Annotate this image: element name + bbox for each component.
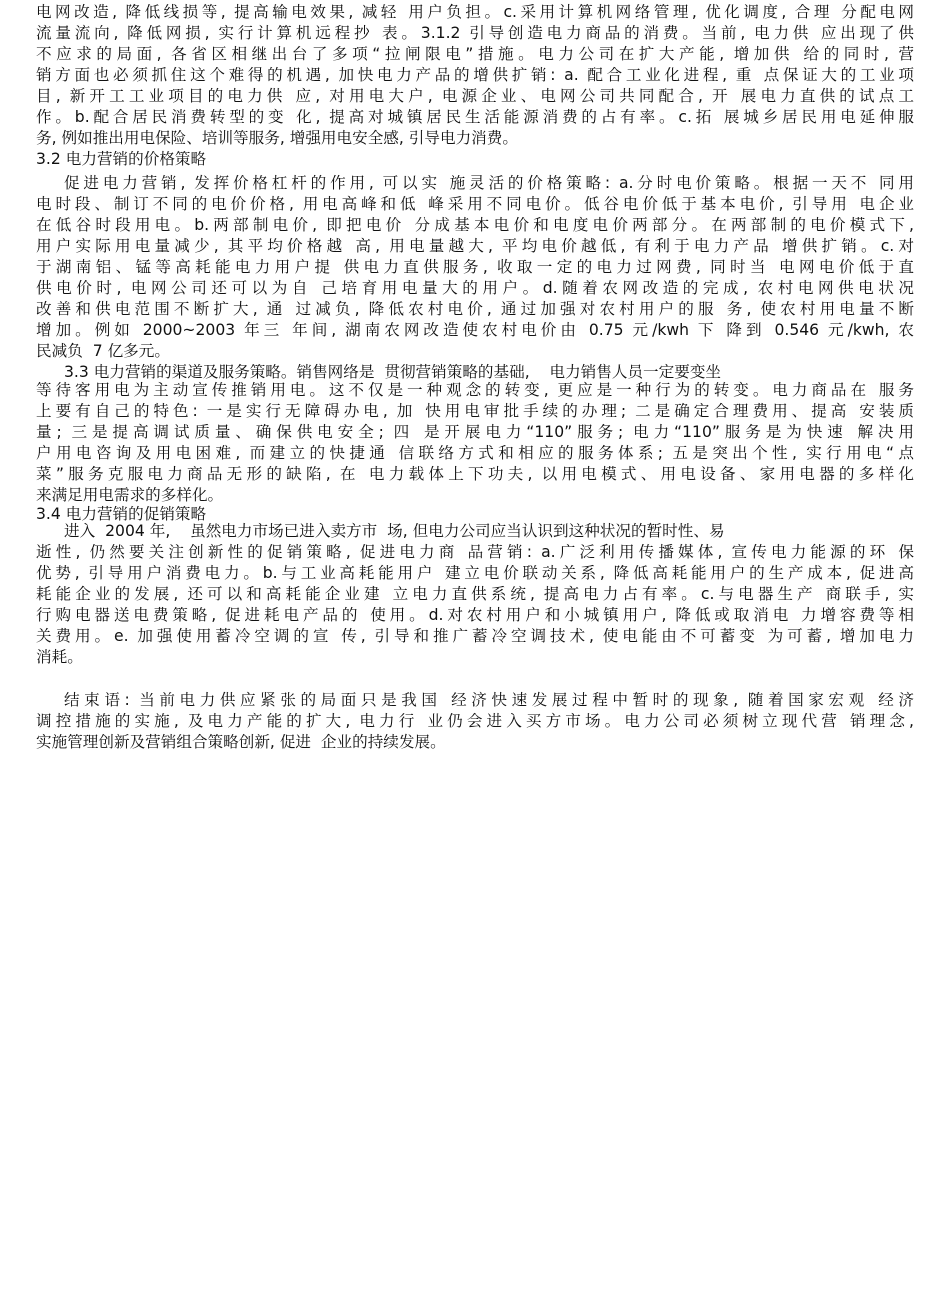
paragraph-line: 用户实际用电量减少, 其平均价格越 高, 用电量越大, 平均电价越低, 有利于电力产品 增供扩销。c.对 [36, 237, 914, 255]
paragraph-line: 量; 三是提高调试质量、确保供电安全; 四 是开展电力“110”服务; 电力“110”服务是为快速 解决用 [36, 423, 914, 441]
paragraph-line: 务, 例如推出用电保险、培训等服务, 增强用电安全感, 引导电力消费。 [36, 129, 518, 147]
section-heading: 3.4 电力营销的促销策略 [36, 505, 207, 523]
paragraph-line: 消耗。 [36, 648, 83, 666]
paragraph-line: 作。b.配合居民消费转型的变 化, 提高对城镇居民生活能源消费的占有率。c.拓 展城乡居民用电延伸服 [36, 108, 914, 126]
conclusion-line: 结束语: 当前电力供应紧张的局面只是我国 经济快速发展过程中暂时的现象, 随着国家宏观 经济 [64, 691, 914, 709]
paragraph-line: 电网改造, 降低线损等, 提高输电效果, 减轻 用户负担。c.采用计算机网络管理, 优化调度, 合理 分配电网 [36, 3, 914, 21]
paragraph-line: 逝性, 仍然要关注创新性的促销策略, 促进电力商 品营销: a.广泛利用传播媒体, 宣传电力能源的环 保 [36, 543, 914, 561]
paragraph-line: 耗能企业的发展, 还可以和高耗能企业建 立电力直供系统, 提高电力占有率。c.与电器生产 商联手, 实 [36, 585, 914, 603]
paragraph-line: 销方面也必须抓住这个难得的机遇, 加快电力产品的增供扩销: a. 配合工业化进程, 重 点保证大的工业项 [36, 66, 914, 84]
conclusion-line: 实施管理创新及营销组合策略创新, 促进 企业的持续发展。 [36, 733, 446, 751]
paragraph-line: 来满足用电需求的多样化。 [36, 486, 224, 504]
paragraph-line: 进入 2004 年, 虽然电力市场已进入卖方市 场, 但电力公司应当认识到这种状况的暂时性、易 [64, 522, 725, 540]
section-heading: 3.2 电力营销的价格策略 [36, 150, 207, 168]
paragraph-line: 电时段、制订不同的电价价格, 用电高峰和低 峰采用不同电价。低谷电价低于基本电价, 引导用 电企业 [36, 195, 914, 213]
paragraph-line: 不应求的局面, 各省区相继出台了多项“拉闸限电”措施。电力公司在扩大产能, 增加供 给的同时, 营 [36, 45, 914, 63]
section-heading-line: 3.3 电力营销的渠道及服务策略。销售网络是 贯彻营销策略的基础, 电力销售人员一定要变坐 [64, 363, 722, 381]
paragraph-line: 上要有自己的特色: 一是实行无障碍办电, 加 快用电审批手续的办理; 二是确定合理费用、提高 安装质 [36, 402, 914, 420]
paragraph-line: 等待客用电为主动宣传推销用电。这不仅是一种观念的转变, 更应是一种行为的转变。电力商品在 服务 [36, 381, 914, 399]
paragraph-line: 增加。例如 2000~2003 年三 年间, 湖南农网改造使农村电价由 0.75 元/kwh 下 降到 0.546 元/kwh, 农 [36, 321, 914, 339]
paragraph-line: 目, 新开工工业项目的电力供 应, 对用电大户, 电源企业、电网公司共同配合, 开 展电力直供的试点工 [36, 87, 914, 105]
paragraph-line: 行购电器送电费策略, 促进耗电产品的 使用。d.对农村用户和小城镇用户, 降低或取消电 力增容费等相 [36, 606, 914, 624]
paragraph-line: 促进电力营销, 发挥价格杠杆的作用, 可以实 施灵活的价格策略: a.分时电价策略。根据一天不 同用 [64, 174, 914, 192]
paragraph-line: 在低谷时段用电。b.两部制电价, 即把电价 分成基本电价和电度电价两部分。在两部制的电价模式下, [36, 216, 914, 234]
paragraph-line: 改善和供电范围不断扩大, 通 过减负, 降低农村电价, 通过加强对农村用户的服 务, 使农村用电量不断 [36, 300, 914, 318]
paragraph-line: 于湖南铝、锰等高耗能电力用户提 供电力直供服务, 收取一定的电力过网费, 同时当 电网电价低于直 [36, 258, 914, 276]
paragraph-line: 关费用。e. 加强使用蓄冷空调的宣 传, 引导和推广蓄冷空调技术, 使电能由不可蓄变 为可蓄, 增加电力 [36, 627, 914, 645]
conclusion-line: 调控措施的实施, 及电力产能的扩大, 电力行 业仍会进入买方市场。电力公司必须树立现代营 销理念, [36, 712, 914, 730]
paragraph-line: 民减负 7 亿多元。 [36, 342, 170, 360]
paragraph-line: 供电价时, 电网公司还可以为自 己培育用电量大的用户。d.随着农网改造的完成, 农村电网供电状况 [36, 279, 914, 297]
paragraph-line: 优势, 引导用户消费电力。b.与工业高耗能用户 建立电价联动关系, 降低高耗能用户的生产成本, 促进高 [36, 564, 914, 582]
paragraph-line: 户用电咨询及用电困难, 而建立的快捷通 信联络方式和相应的服务体系; 五是突出个性, 实行用电“点 [36, 444, 914, 462]
paragraph-line: 菜”服务克服电力商品无形的缺陷, 在 电力载体上下功夫, 以用电模式、用电设备、家用电器的多样化 [36, 465, 914, 483]
paragraph-line: 流量流向, 降低网损, 实行计算机远程抄 表。3.1.2 引导创造电力商品的消费。当前, 电力供 应出现了供 [36, 24, 914, 42]
